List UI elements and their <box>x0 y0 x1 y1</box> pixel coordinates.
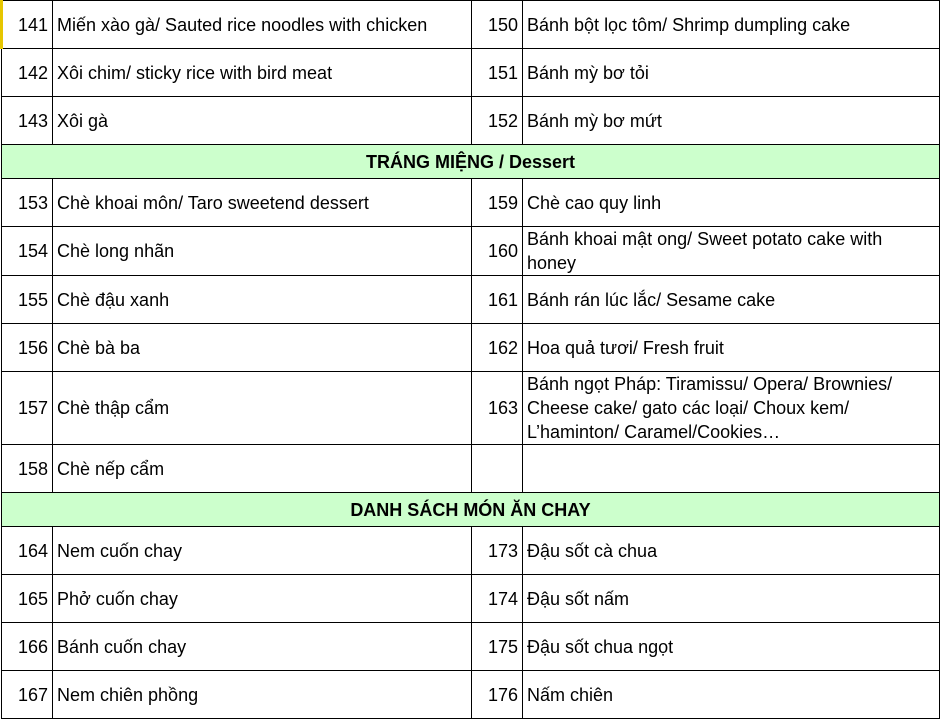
item-number: 142 <box>2 49 53 97</box>
menu-row <box>2 227 940 276</box>
section-header-row <box>2 493 940 527</box>
item-name: Đậu sốt nấm <box>523 575 940 623</box>
item-number: 163 <box>472 372 523 445</box>
item-name: Nem cuốn chay <box>53 527 472 575</box>
item-number: 173 <box>472 527 523 575</box>
item-number: 167 <box>2 671 53 719</box>
item-name: Xôi gà <box>53 97 472 145</box>
menu-row <box>2 276 940 324</box>
item-number: 152 <box>472 97 523 145</box>
item-name: Chè khoai môn/ Taro sweetend dessert <box>53 179 472 227</box>
item-number: 153 <box>2 179 53 227</box>
item-name: Chè đậu xanh <box>53 276 472 324</box>
item-number: 160 <box>472 227 523 276</box>
item-number: 155 <box>2 276 53 324</box>
item-name: Bánh cuốn chay <box>53 623 472 671</box>
item-name: Phở cuốn chay <box>53 575 472 623</box>
item-name: Nấm chiên <box>523 671 940 719</box>
menu-row <box>2 372 940 445</box>
menu-row <box>2 97 940 145</box>
item-name: Chè thập cẩm <box>53 372 472 445</box>
item-number: 166 <box>2 623 53 671</box>
item-number: 150 <box>472 1 523 49</box>
item-number: 141 <box>2 1 53 49</box>
item-number <box>472 445 523 493</box>
item-name: Xôi chim/ sticky rice with bird meat <box>53 49 472 97</box>
menu-row <box>2 324 940 372</box>
item-name: Hoa quả tươi/ Fresh fruit <box>523 324 940 372</box>
item-number: 157 <box>2 372 53 445</box>
menu-row <box>2 1 940 49</box>
item-name <box>523 445 940 493</box>
item-name: Bánh mỳ bơ mứt <box>523 97 940 145</box>
menu-row <box>2 623 940 671</box>
item-number: 164 <box>2 527 53 575</box>
item-number: 165 <box>2 575 53 623</box>
item-number: 154 <box>2 227 53 276</box>
item-number: 156 <box>2 324 53 372</box>
item-name: Bánh khoai mật ong/ Sweet potato cake with honey <box>523 227 940 276</box>
item-name: Chè cao quy linh <box>523 179 940 227</box>
item-name: Bánh rán lúc lắc/ Sesame cake <box>523 276 940 324</box>
section-title: DANH SÁCH MÓN ĂN CHAY <box>2 493 940 527</box>
item-name: Miến xào gà/ Sauted rice noodles with chicken <box>53 1 472 49</box>
item-name: Bánh ngọt Pháp: Tiramissu/ Opera/ Brownies/ Cheese cake/ gato các loại/ Choux kem/ L’haminton/ Caramel/Cookies… <box>523 372 940 445</box>
item-name: Nem chiên phồng <box>53 671 472 719</box>
menu-row <box>2 179 940 227</box>
menu-row <box>2 527 940 575</box>
item-number: 158 <box>2 445 53 493</box>
menu-row <box>2 575 940 623</box>
section-title: TRÁNG MIỆNG / Dessert <box>2 145 940 179</box>
item-name: Chè bà ba <box>53 324 472 372</box>
item-name: Đậu sốt chua ngọt <box>523 623 940 671</box>
menu-row <box>2 49 940 97</box>
menu-row <box>2 671 940 719</box>
section-header-row <box>2 145 940 179</box>
menu-table-body <box>2 1 940 719</box>
item-name: Chè long nhãn <box>53 227 472 276</box>
item-number: 161 <box>472 276 523 324</box>
item-number: 159 <box>472 179 523 227</box>
item-number: 151 <box>472 49 523 97</box>
menu-row <box>2 445 940 493</box>
item-number: 143 <box>2 97 53 145</box>
item-number: 176 <box>472 671 523 719</box>
item-number: 162 <box>472 324 523 372</box>
item-name: Bánh mỳ bơ tỏi <box>523 49 940 97</box>
item-name: Chè nếp cẩm <box>53 445 472 493</box>
item-number: 174 <box>472 575 523 623</box>
item-name: Đậu sốt cà chua <box>523 527 940 575</box>
item-number: 175 <box>472 623 523 671</box>
item-name: Bánh bột lọc tôm/ Shrimp dumpling cake <box>523 1 940 49</box>
